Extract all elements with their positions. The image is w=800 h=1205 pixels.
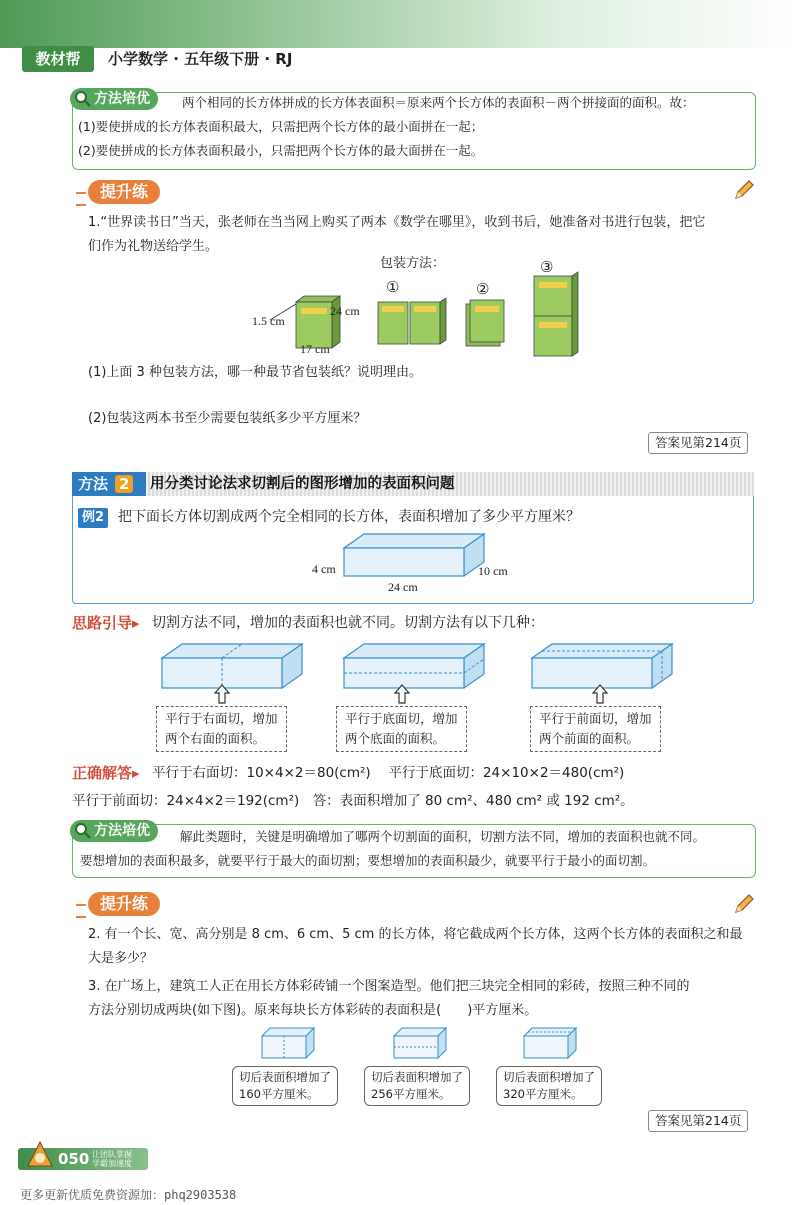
- method-tip-2-line-2: 要想增加的表面积最多，就要平行于最大的面切割；要想增加的表面积最少，就要平行于最小的面切割。: [80, 853, 656, 868]
- example-length-label: 24 cm: [388, 580, 418, 594]
- question-1-sub-1: (1)上面 3 种包装方法，哪一种最节省包装纸？说明理由。: [88, 365, 422, 380]
- page-number: 050: [58, 1150, 90, 1168]
- solution-line-2: 平行于前面切：24×4×2＝192(cm²) 答：表面积增加了 80 cm²、480 cm² 或 192 cm²。: [72, 793, 634, 809]
- header-band: [0, 0, 800, 48]
- method-tip-label-text: 方法培优: [94, 91, 150, 107]
- practice-label-1: 提升练: [88, 180, 160, 204]
- practice-marker-icon: [76, 192, 86, 206]
- guide-label: [72, 612, 140, 634]
- book-height-label: 24 cm: [330, 304, 360, 318]
- bubble-3-line-2: 320平方厘米。: [503, 1087, 583, 1101]
- up-arrow-icon: [592, 684, 608, 704]
- cut-case-2-line-1: 平行于底面切，增加: [345, 711, 458, 726]
- question-2-line-1: 2. 有一个长、宽、高分别是 8 cm、6 cm、5 cm 的长方体，将它截成两个长方体，这两个长方体的表面积之和最: [88, 927, 743, 942]
- example-2-text: 把下面长方体切割成两个完全相同的长方体，表面积增加了多少平方厘米？: [118, 509, 580, 525]
- book-width-label: 17 cm: [300, 342, 330, 356]
- guide-text: 切割方法不同，增加的表面积也就不同。切割方法有以下几种：: [152, 615, 544, 631]
- example-2-badge: 例2: [78, 508, 108, 528]
- method-tip-1-line-2: (1)要使拼成的长方体表面积最大，只需把两个长方体的最小面拼在一起；: [78, 119, 484, 134]
- method-2-illustration: [466, 300, 504, 346]
- method-1-illustration: [378, 298, 446, 344]
- cut-case-box-2: [336, 706, 467, 752]
- method-2-title: 用分类讨论法求切割后的图形增加的表面积问题: [150, 476, 455, 492]
- question-1-sub-2: (2)包装这两本书至少需要包装纸多少平方厘米？: [88, 411, 367, 426]
- solution-line-1: 平行于右面切：10×4×2＝80(cm²) 平行于底面切：24×10×2＝480(cm²): [152, 765, 625, 781]
- bubble-2: [364, 1066, 470, 1106]
- question-3-line-2: 方法分别切成两块(如下图)。原来每块长方体彩砖的表面积是( )平方厘米。: [88, 1003, 538, 1018]
- guide-arrow-icon: ▸: [132, 614, 140, 632]
- method-3-number: ③: [540, 260, 554, 276]
- page-header: [0, 0, 800, 80]
- book-thickness-label: 1.5 cm: [252, 314, 285, 328]
- answer-reference-2[interactable]: 答案见第214页: [648, 1110, 748, 1132]
- bubble-1-line-2: 160平方厘米。: [239, 1087, 319, 1101]
- header-tab: 教材帮: [22, 46, 94, 72]
- method-2-badge-text: 方法: [78, 475, 109, 493]
- method-2-badge: [72, 472, 146, 496]
- brick-cut-3-illustration: [522, 1026, 578, 1060]
- cut-front-illustration: [532, 644, 672, 688]
- example-width-label: 10 cm: [478, 564, 508, 578]
- method-tip-1-line-1: 两个相同的长方体拼成的长方体表面积＝原来两个长方体的表面积－两个拼接面的面积。故：: [182, 95, 695, 110]
- footer-slogan-line-1: 让团队掌握: [92, 1150, 132, 1159]
- cut-case-3-line-1: 平行于前面切，增加: [539, 711, 652, 726]
- watermark-text: 更多更新优质免费资源加：phq2903538: [20, 1188, 237, 1202]
- method-tip-1-line-3: (2)要使拼成的长方体表面积最小，只需把两个长方体的最大面拼在一起。: [78, 143, 484, 158]
- method-3-illustration: [534, 272, 578, 356]
- bubble-1-line-1: 切后表面积增加了: [239, 1070, 331, 1084]
- cut-case-box-1: [156, 706, 287, 752]
- example-cuboid-figure: [340, 530, 490, 582]
- method-tip-label-2: [70, 820, 158, 842]
- cut-case-box-3: [530, 706, 661, 752]
- question-2-line-2: 大是多少？: [88, 951, 154, 966]
- bubble-2-line-2: 256平方厘米。: [371, 1087, 451, 1101]
- bubble-1: [232, 1066, 338, 1106]
- answer-reference-1[interactable]: 答案见第214页: [648, 432, 748, 454]
- question-3-line-1: 3. 在广场上，建筑工人正在用长方体彩砖铺一个图案造型。他们把三块完全相同的彩砖，按照三种不同的: [88, 979, 690, 994]
- footer-slogan: [92, 1150, 132, 1168]
- cut-case-1-line-1: 平行于右面切，增加: [165, 711, 278, 726]
- mascot-icon: [26, 1140, 54, 1170]
- method-1-number: ①: [386, 280, 400, 296]
- cut-case-1-line-2: 两个右面的面积。: [165, 731, 266, 746]
- solution-arrow-icon: ▸: [132, 764, 140, 782]
- cut-case-2-line-2: 两个底面的面积。: [345, 731, 446, 746]
- page-title: 小学数学 · 五年级下册 · RJ: [108, 50, 293, 68]
- bubble-3: [496, 1066, 602, 1106]
- cut-bottom-illustration: [344, 644, 484, 688]
- bubble-3-line-1: 切后表面积增加了: [503, 1070, 595, 1084]
- solution-label: [72, 762, 140, 784]
- up-arrow-icon: [214, 684, 230, 704]
- question-1-line-2: 们作为礼物送给学生。: [88, 239, 219, 254]
- method-2-number: ②: [476, 282, 490, 298]
- method-tip-label-text: 方法培优: [94, 823, 150, 839]
- cut-case-3-line-2: 两个前面的面积。: [539, 731, 640, 746]
- solution-label-text: 正确解答: [72, 764, 133, 782]
- method-tip-2-line-1: 解此类题时，关键是明确增加了哪两个切割面的面积，切割方法不同，增加的表面积也就不同。: [180, 829, 706, 844]
- pencil-icon: [732, 178, 756, 202]
- practice-marker-icon: [76, 904, 86, 918]
- guide-label-text: 思路引导: [72, 614, 133, 632]
- pencil-icon: [732, 892, 756, 916]
- method-tip-label-1: [70, 88, 158, 110]
- bubble-2-line-1: 切后表面积增加了: [371, 1070, 463, 1084]
- packing-title: 包装方法：: [380, 255, 446, 270]
- magnifier-icon: [74, 822, 92, 840]
- method-2-badge-number: 2: [115, 475, 133, 493]
- brick-cut-1-illustration: [260, 1026, 316, 1060]
- magnifier-icon: [74, 90, 92, 108]
- brick-cut-2-illustration: [392, 1026, 448, 1060]
- practice-label-2: 提升练: [88, 892, 160, 916]
- example-height-label: 4 cm: [312, 562, 336, 576]
- question-1-line-1: 1.“世界读书日”当天，张老师在当当网上购买了两本《数学在哪里》，收到书后，她准备对书进行包装，把它: [88, 215, 706, 230]
- up-arrow-icon: [394, 684, 410, 704]
- cut-right-illustration: [162, 644, 302, 688]
- footer-slogan-line-2: 学霸加速度: [92, 1159, 132, 1168]
